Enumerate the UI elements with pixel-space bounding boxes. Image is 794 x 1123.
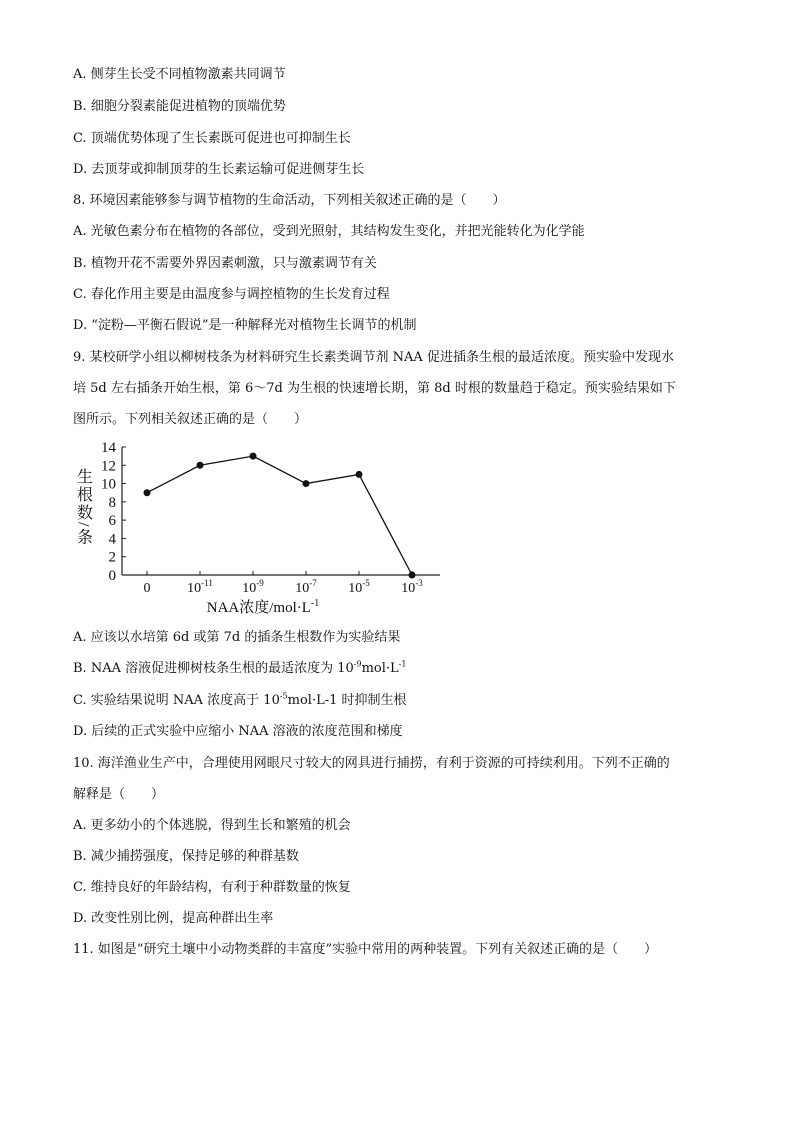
q8-option-d: D. “淀粉—平衡石假说”是一种解释光对植物生长调节的机制 — [73, 318, 417, 333]
y-tick-label: 14 — [101, 440, 116, 456]
q9-option-b-pre: B. NAA 溶液促进柳树枝条生根的最适浓度为 10 — [73, 661, 354, 676]
q10-stem-line2: 解释是（ ） — [73, 787, 165, 802]
y-tick-label: 2 — [108, 549, 116, 566]
series-rooting — [144, 453, 416, 579]
q7-option-b: B. 细胞分裂素能促进植物的顶端优势 — [73, 99, 286, 114]
q9-option-c — [73, 693, 407, 709]
q7-option-d: D. 去顶芽或抑制顶芽的生长素运输可促进侧芽生长 — [73, 162, 365, 177]
q9-stem-line1: 9. 某校研学小组以柳树枝条为材料研究生长素类调节剂 NAA 促进插条生根的最适浓度。预实验中发现水 — [73, 350, 674, 365]
q8-option-a: A. 光敏色素分布在植物的各部位，受到光照射，其结构发生变化，并把光能转化为化学能 — [73, 224, 585, 239]
y-tick-label: 4 — [108, 531, 116, 548]
y-tick-label: 0 — [108, 568, 116, 584]
x-axis-label — [207, 598, 320, 616]
q9-option-c-pre: C. 实验结果说明 NAA 浓度高于 10 — [73, 693, 280, 708]
q9-option-a: A. 应该以水培第 6d 或第 7d 的插条生根数作为实验结果 — [73, 630, 401, 645]
data-point — [144, 489, 151, 496]
x-tick-label: $10^{-7}$ — [295, 578, 317, 596]
x-tick-label: 0 — [143, 581, 151, 596]
q9-option-b — [73, 661, 406, 677]
y-tick-label: 12 — [101, 458, 116, 475]
y-axis-label: 生根数/条 — [74, 468, 92, 547]
q10-option-c: C. 维持良好的年龄结构，有利于种群数量的恢复 — [73, 880, 351, 895]
y-tick-label: 10 — [101, 476, 116, 493]
q9-option-b-unit: mol·L — [361, 661, 399, 676]
y-tick-label: 8 — [108, 494, 116, 511]
q8-stem: 8. 环境因素能够参与调节植物的生命活动，下列相关叙述正确的是（ ） — [73, 193, 506, 208]
q10-option-a: A. 更多幼小的个体逃脱，得到生长和繁殖的机会 — [73, 818, 351, 833]
data-point — [409, 572, 416, 579]
q9-option-d: D. 后续的正式实验中应缩小 NAA 溶液的浓度范围和梯度 — [73, 724, 403, 739]
x-tick-label: $10^{-9}$ — [242, 578, 264, 596]
data-point — [303, 480, 310, 487]
q8-option-c: C. 春化作用主要是由温度参与调控植物的生长发育过程 — [73, 287, 390, 302]
q10-option-d: D. 改变性别比例，提高种群出生率 — [73, 911, 274, 926]
q8-option-b: B. 植物开花不需要外界因素刺激，只与激素调节有关 — [73, 256, 377, 271]
x-axis-label-sup: -1 — [310, 598, 320, 609]
q10-stem-line1: 10. 海洋渔业生产中，合理使用网眼尺寸较大的网具进行捕捞，有利于资源的可持续利用。下列不正确的 — [73, 756, 670, 771]
x-axis-label-main: NAA浓度/mol·L — [206, 600, 311, 616]
q7-option-a: A. 侧芽生长受不同植物激素共同调节 — [73, 67, 286, 82]
q10-option-b: B. 减少捕捞强度，保持足够的种群基数 — [73, 849, 299, 864]
x-tick-label: $10^{-5}$ — [348, 578, 370, 596]
q9-option-b-exp: -9 — [353, 659, 362, 669]
x-tick-label: $10^{-3}$ — [401, 578, 423, 596]
chart-axes — [122, 447, 440, 575]
data-point — [356, 471, 363, 478]
q11-stem: 11. 如图是“研究土壤中小动物类群的丰富度”实验中常用的两种装置。下列有关叙述正确的是（ ） — [73, 942, 658, 957]
data-point — [250, 453, 257, 460]
q9-stem-line3: 图所示。下列相关叙述正确的是（ ） — [73, 412, 308, 427]
x-tick-label: $10^{-11}$ — [187, 578, 213, 596]
q9-option-b-unit-exp: -1 — [398, 659, 407, 669]
q9-stem-line2: 培 5d 左右插条开始生根，第 6～7d 为生根的快速增长期，第 8d 时根的数量趋于稳定。预实验结果如下 — [73, 381, 676, 396]
series-line — [147, 456, 412, 575]
q9-option-c-exp: -5 — [279, 691, 288, 701]
data-point — [197, 462, 204, 469]
q7-option-c: C. 顶端优势体现了生长素既可促进也可抑制生长 — [73, 131, 351, 146]
y-tick-label: 6 — [108, 513, 116, 530]
q9-option-c-post: mol·L-1 时抑制生根 — [287, 693, 407, 708]
naa-rooting-chart — [65, 436, 455, 621]
